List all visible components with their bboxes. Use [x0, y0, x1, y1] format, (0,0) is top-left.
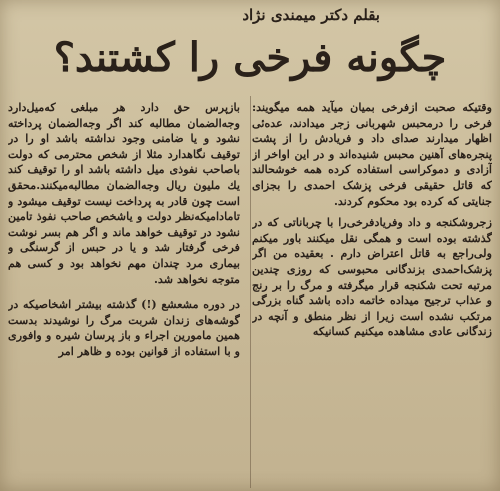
paragraph: زجروشکنجه و داد وفریادفرخی‌را با چرباناتی که در گذشته بوده است و همگی نقل میکنند باور میکنم ولی‌راجع به قاتل اعتراض دارم . بعقیده من اگر پزشک‌احمدی بزندگانی محبوسی که روزی چندین مرتبه تحت شکنجه قرار میگرفته و مرگ را بر رنج و عذاب ترجیح میداده خاتمه داده باشد گناه بزرگی مرتکب نشده است زیرا از نظر منطق و آنچه در زندگانی عادی مشاهده میکنیم کسانیکه: [252, 215, 492, 339]
paragraph: در دوره مشعشع (!) گذشته بیشتر اشخاصیکه در گوشه‌های زندان شربت مرگ را نوشیدند بدست همین مامورین اجراء و باز پرسان شیره و وافوری و با استفاده از قوانین بوده و ظاهر امر: [8, 297, 240, 358]
headline: چگونه فرخی را کشتند؟: [53, 34, 447, 81]
paragraph: بازپرس حق دارد هر مبلغی که‌میل‌دارد وجه‌الضمان مطالبه کند اگر وجه‌الضمان پرداخته نشود و یا ضامنی وجود نداشته باشد او را در توقیف نگاهدارد مثلا از شخص محترمی که دولت باصاحب نفوذی میل داشته باشد او را توقیف کند یك ملیون ریال وجه‌الضمان مطالبه‌میکنند.محقق است چون قادر به پرداخت نیست توقیف میشود و تامادامیکه‌نظر دولت و یاشخص صاحب نفوذ تامین نشود در توقیف خواهد ماند و اگر هم بسر نوشت فرخی گرفتار شد و یا در حبس از گرسنگی و بیماری مرد چندان مهم نخواهد بود و کسی هم متوجه نخواهد شد.: [8, 100, 240, 286]
article-column-left: [8, 100, 240, 486]
column-divider: [250, 96, 251, 488]
byline: بقلم دکتر میمندی نژاد: [242, 6, 380, 24]
paragraph: وقتیکه صحبت ازفرخی بمیان میآید همه میگویند: فرخی را درمحبس شهربانی زجر میدادند، عده‌ئی اظهار میدارند صدای داد و فریادش را از پشت پنجره‌های آهنین محبس شنیده‌اند و در این اواخر از آزادی و دموکراسی استفاده کرده همه خوشحالند که قاتل حقیقی فرخی پزشک احمدی را بجزای جنایتی که کرده بود محکوم کردند.: [252, 100, 492, 208]
article-column-right: [252, 100, 492, 486]
